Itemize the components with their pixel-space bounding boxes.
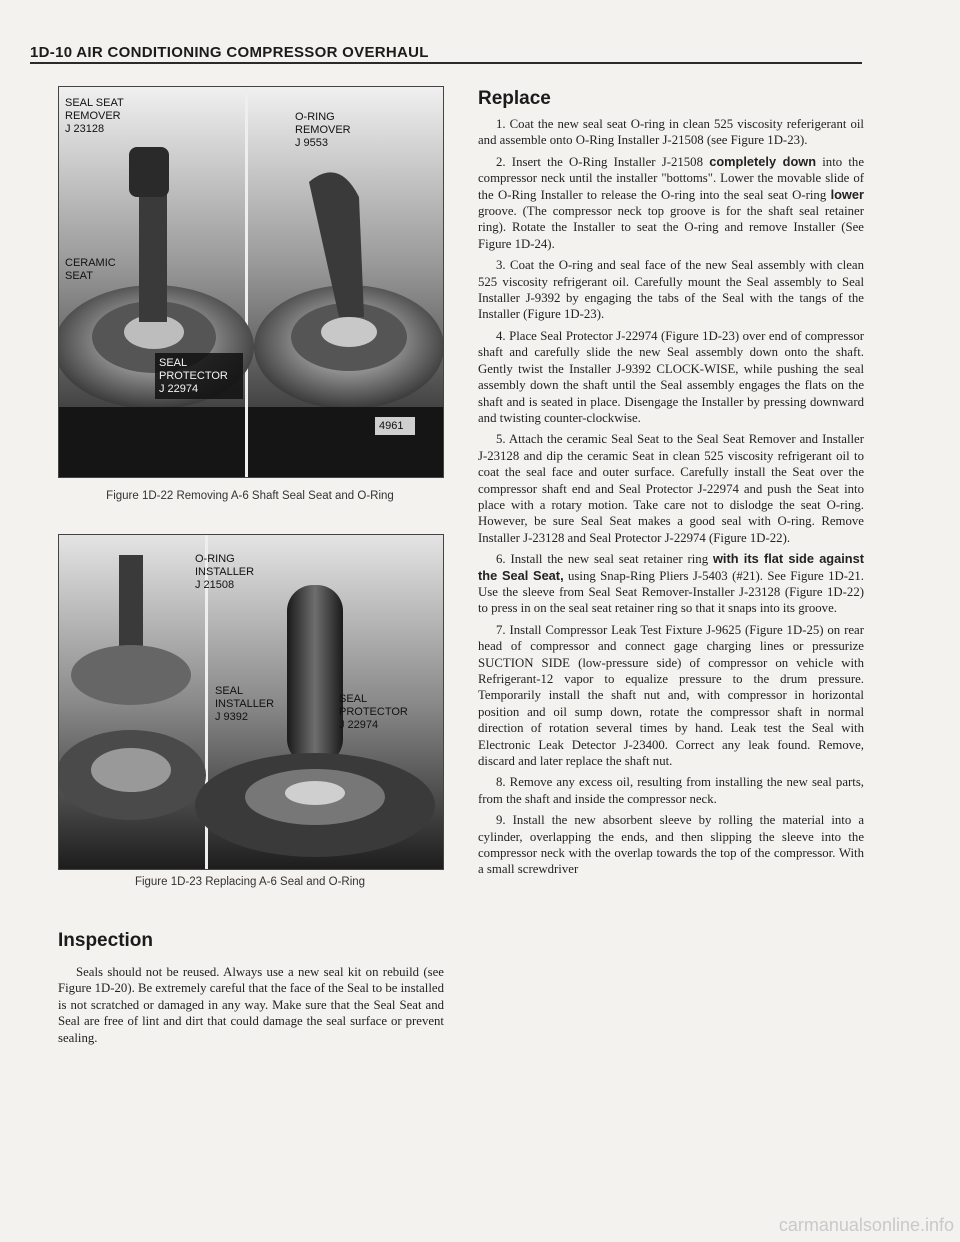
- replace-heading: Replace: [478, 88, 551, 109]
- replace-step-3: 3. Coat the O-ring and seal face of the new Seal assembly with clean 525 viscosity refrigerant oil. Carefully mount the Seal assembly to Seal Installer J-9392 by engaging the tabs of the Seal with the tangs of the Installer (Figure 1D-23).: [478, 258, 864, 322]
- step-6-emphasis: with its flat side against the Seal Seat,: [478, 551, 864, 583]
- figure-1d22-photo: [58, 86, 444, 478]
- step-2-emphasis-completely: completely down: [709, 153, 817, 169]
- figure-1d23-photo: [58, 534, 444, 870]
- inspection-paragraph: Seals should not be reused. Always use a new seal kit on rebuild (see Figure 1D-20). Be extremely careful that the face of the Seal to be installed is not scratched or damaged in any way. Make sure that the Seal Seat and Seal are free of lint and dirt that could damage the seal surface or prevent sealing.: [58, 965, 444, 1045]
- replace-step-5: 5. Attach the ceramic Seal Seat to the Seal Seat Remover and Installer J-23128 and dip the ceramic Seat in clean 525 viscosity refrigerant oil to coat the seal face and outer surface. Carefully install the Seat over the compressor shaft end and Seal Protector J-22974 and push the Seat into place with a rotary motion. Take care not to dislodge the seat O-ring. However, be sure Seal Seat makes a good seal with O-ring. Remove Installer J-23128 and Seal Protector J-22974 (Figure 1D-22).: [478, 432, 864, 545]
- label-seal-seat-remover: SEAL SEAT REMOVER J 23128: [65, 97, 124, 135]
- watermark: carmanualsonline.info: [778, 1215, 954, 1235]
- replace-step-7: 7. Install Compressor Leak Test Fixture J-9625 (Figure 1D-25) on rear head of compressor and connect gage charging lines or pressurize SUCTION SIDE (low-pressure side) of compressor on vehicle with Refrigerant-12 vapor to equalize pressure to the drum pressure. Temporarily install the shaft nut and, with compressor in horizontal position and oil sump down, rotate the compressor shaft in normal direction of rotation several times by hand. Leak test the Seal with Electronic Leak Detector J-23400. Correct any leak found. Remove, discard and later replace the shaft nut.: [478, 622, 864, 769]
- label-oring-remover: O-RING REMOVER J 9553: [295, 111, 351, 149]
- label-seal-protector: SEAL PROTECTOR J 22974: [159, 357, 228, 395]
- step-2-emphasis-lower: lower: [830, 186, 864, 202]
- step-2-text-e: groove. (The compressor neck top groove is for the shaft seal retainer ring). Rotate the Installer to seat the O-ring and remove Installer (See Figure 1D-24).: [478, 204, 864, 251]
- figure-1d23-caption: Figure 1D-23 Replacing A-6 Seal and O-Ring: [134, 876, 366, 888]
- replace-step-2: [478, 154, 864, 252]
- replace-step-8: 8. Remove any excess oil, resulting from installing the new seal parts, from the shaft and inside the compressor neck.: [478, 775, 864, 806]
- page-header: 1D-10 AIR CONDITIONING COMPRESSOR OVERHAUL: [30, 44, 429, 61]
- figure-1d22-caption: Figure 1D-22 Removing A-6 Shaft Seal Seat and O-Ring: [106, 490, 394, 502]
- step-2-text-c: into the compressor neck until the installer "bottoms". Lower the movable slide of the O-Ring Installer to release the O-ring into the seal seat O-ring: [478, 154, 864, 202]
- label-seal-protector-2: SEAL PROTECTOR J 22974: [339, 693, 408, 731]
- header-rule: [30, 62, 862, 64]
- replace-step-1: 1. Coat the new seal seat O-ring in clean 525 viscosity referigerant oil and assemble onto O-Ring Installer J-21508 (see Figure 1D-23).: [478, 117, 864, 148]
- inspection-heading: Inspection: [58, 930, 154, 951]
- step-6-text-a: 6. Install the new seal seat retainer ring: [496, 552, 713, 567]
- replace-step-4: 4. Place Seal Protector J-22974 (Figure 1D-23) over end of compressor shaft and carefully slide the new Seal assembly down onto the shaft. Gently twist the Installer J-9392 CLOCK-WISE, while pushing the seal assembly down the shaft until the Seal assembly engages the flats on the shaft and is seated in place. Disengage the Installer by pressing downward and twisting counter-clockwise.: [478, 328, 864, 425]
- figure-1d22-illustration: [59, 87, 443, 477]
- label-oring-installer: O-RING INSTALLER J 21508: [195, 553, 255, 591]
- label-figure-number: 4961: [379, 420, 404, 432]
- step-2-text-a: 2. Insert the O-Ring Installer J-21508: [496, 154, 710, 169]
- replace-section: [478, 116, 864, 883]
- replace-step-9: 9. Install the new absorbent sleeve by rolling the material into a cylinder, overlapping the ends, and then slipping the sleeve into the compressor neck with the overlap towards the top of the compressor. With a small screwdriver: [478, 813, 864, 877]
- step-6-text-c: using Snap-Ring Pliers J-5403 (#21). See Figure 1D-21. Use the sleeve from Seal Seat Remover-Installer J-23128 (Figure 1D-22) to press in on the seal seat retainer ring so that it snaps into its groove.: [478, 568, 864, 616]
- replace-step-6: [478, 551, 864, 617]
- label-ceramic-seat: CERAMIC SEAT: [65, 257, 116, 282]
- label-seal-installer: SEAL INSTALLER J 9392: [215, 685, 275, 723]
- inspection-section: [58, 964, 444, 1051]
